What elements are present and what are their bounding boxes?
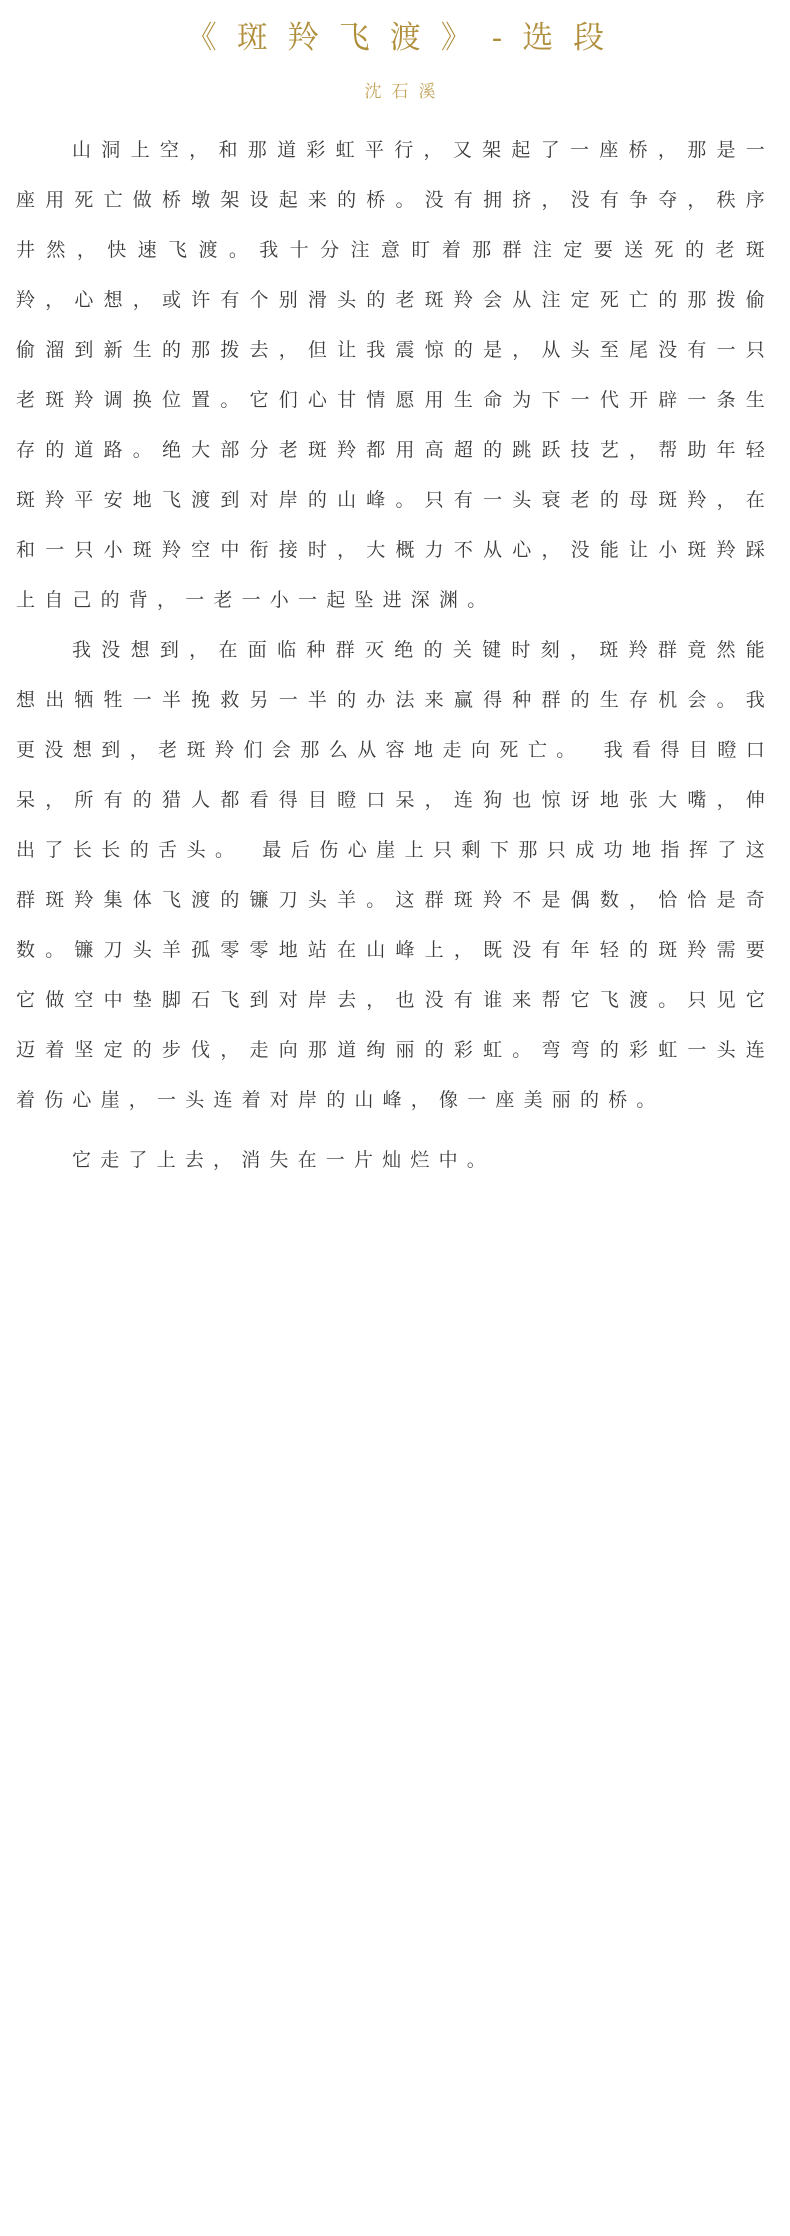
article-body — [16, 125, 774, 1185]
paragraph-1: 山洞上空，和那道彩虹平行，又架起了一座桥，那是一座用死亡做桥墩架设起来的桥。没有拥挤，没有争夺，秩序井然，快速飞渡。我十分注意盯着那群注定要送死的老斑羚，心想，或许有个别滑头的老斑羚会从注定死亡的那拨偷偷溜到新生的那拨去，但让我震惊的是，从头至尾没有一只老斑羚调换位置。它们心甘情愿用生命为下一代开辟一条生存的道路。绝大部分老斑羚都用高超的跳跃技艺，帮助年轻斑羚平安地飞渡到对岸的山峰。只有一头衰老的母斑羚，在和一只小斑羚空中衔接时，大概力不从心，没能让小斑羚踩上自己的背，一老一小一起坠进深渊。 — [16, 139, 774, 611]
paragraph-3: 它走了上去，消失在一片灿烂中。 — [72, 1149, 496, 1171]
article-title: 《斑羚飞渡》-选段 — [185, 20, 625, 56]
article-author: 沈石溪 — [364, 82, 446, 102]
paragraph-2: 我没想到，在面临种群灭绝的关键时刻，斑羚群竟然能想出牺牲一半挽救另一半的办法来赢得种群的生存机会。我更没想到，老斑羚们会那么从容地走向死亡。 我看得目瞪口呆，所有的猎人都看得目瞪口呆，连狗也惊讶地张大嘴，伸出了长长的舌头。 最后伤心崖上只剩下那只成功地指挥了这群斑羚集体飞渡的镰刀头羊。这群斑羚不是偶数，恰恰是奇数。镰刀头羊孤零零地站在山峰上，既没有年轻的斑羚需要它做空中垫脚石飞到对岸去，也没有谁来帮它飞渡。只见它迈着坚定的步伐，走向那道绚丽的彩虹。弯弯的彩虹一头连着伤心崖，一头连着对岸的山峰，像一座美丽的桥。 — [16, 639, 774, 1111]
